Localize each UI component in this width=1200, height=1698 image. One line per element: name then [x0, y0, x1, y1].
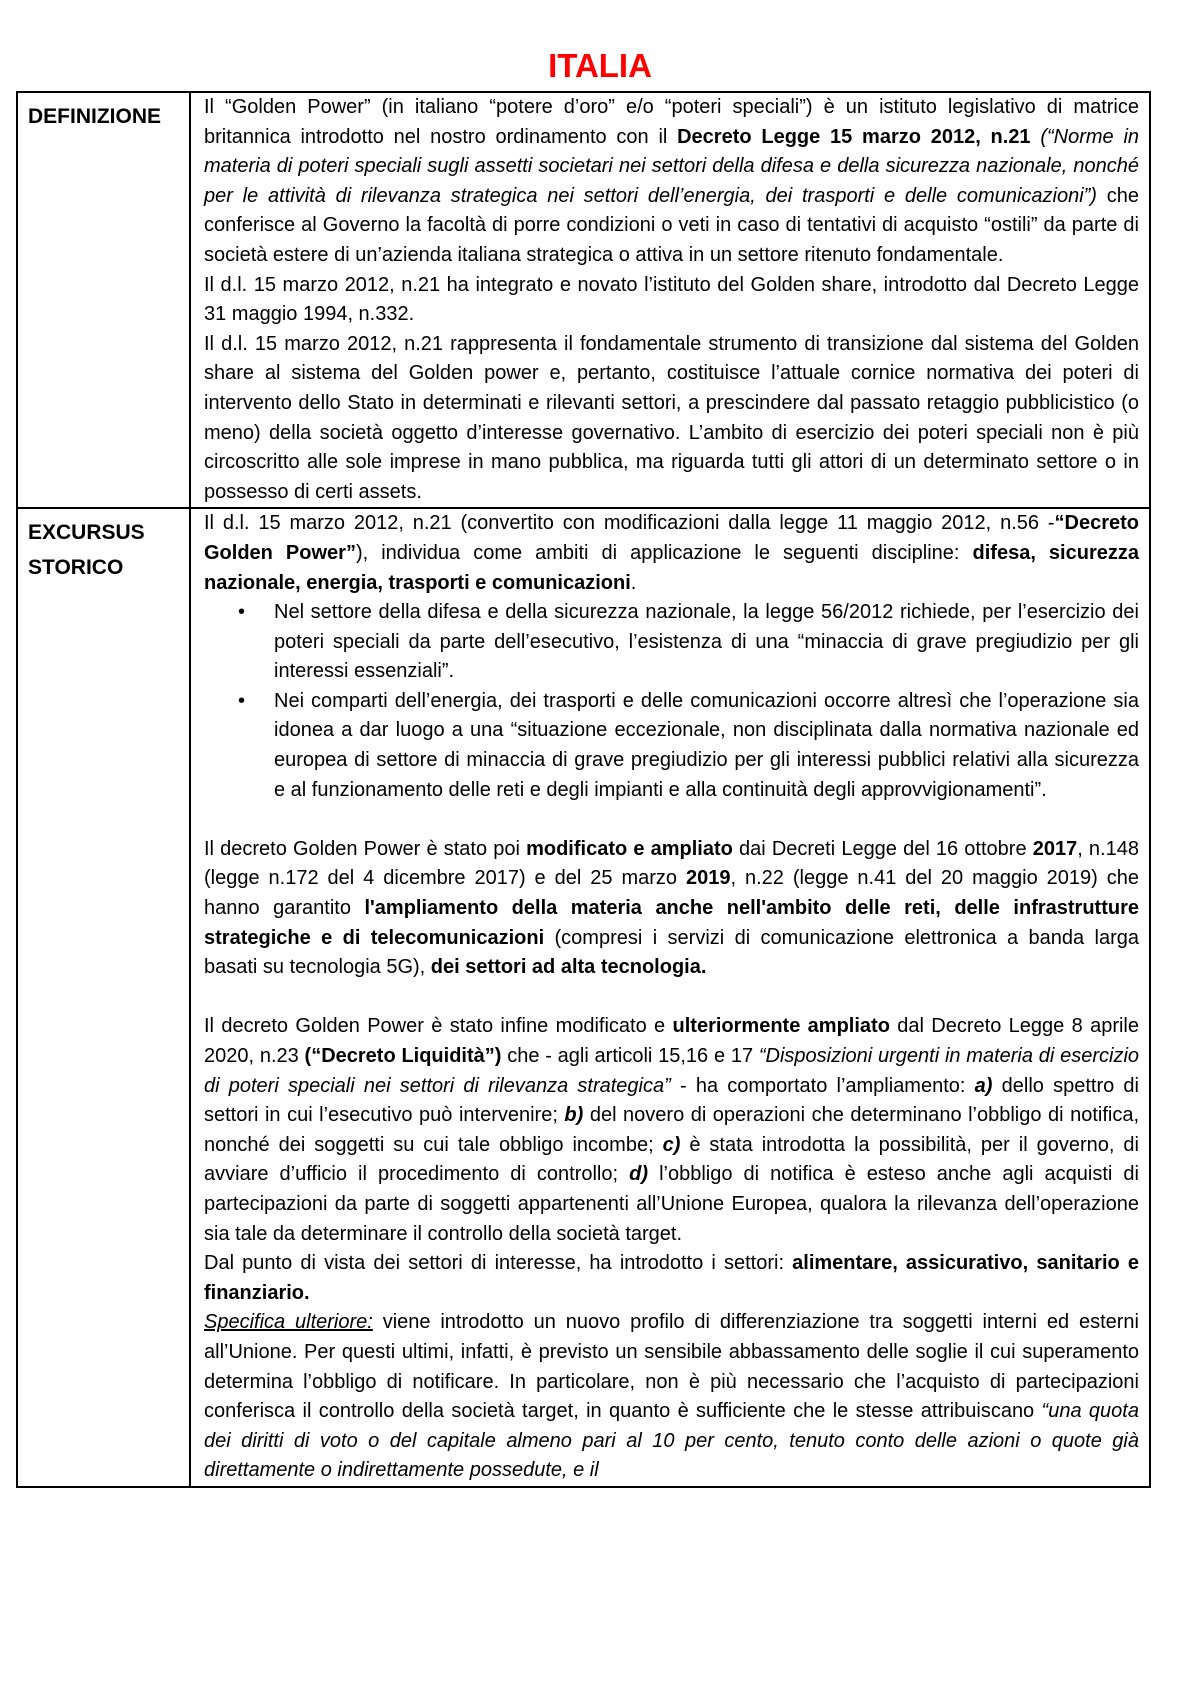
- text-run: , n.22 (legge n.41 del 20 maggio 2019) che hanno garantito: [204, 867, 1140, 920]
- bullet-list: [204, 598, 1139, 805]
- text-run: Il d.l. 15 marzo 2012, n.21 rappresenta il fondamentale strumento di transizione dal sistema del Golden share al sistema del Golden power e, pertanto, costituisce l’attuale cornice normativa dei poteri di intervento dello Stato in determinati e rilevanti settori, a prescindere dal passato retaggio pubblicistico (o meno) della società oggetto d’interesse governativo. L’ambito di esercizio dei poteri speciali non è più circoscritto alle sole imprese in mano pubblica, ma riguarda tutti gli attori di un determinato settore o in possesso di certi assets.: [204, 332, 1139, 503]
- text-run: “Decreto Golden Power”: [204, 512, 1139, 564]
- text-run: [1031, 126, 1041, 148]
- content-table: [16, 91, 1151, 1488]
- paragraph: [204, 330, 1139, 508]
- text-run: dai Decreti Legge del 16 ottobre: [732, 837, 1033, 860]
- row-label-definizione: DEFINIZIONE: [17, 92, 190, 508]
- text-run: (“Decreto Liquidità”): [304, 1045, 502, 1067]
- text-run: .: [630, 571, 637, 594]
- row-body-excursus-storico: [190, 508, 1150, 1487]
- text-run: Specifica ulteriore:: [204, 1311, 373, 1334]
- row-body-definizione: [190, 92, 1150, 508]
- text-run: , n.148 (legge n.172 del 4 dicembre 2017) e del 25 marzo: [204, 837, 1139, 890]
- list-item: [274, 598, 1139, 687]
- text-run: Il decreto Golden Power è stato poi: [204, 837, 527, 860]
- paragraph: [204, 1012, 1139, 1249]
- text-run: d): [629, 1163, 649, 1186]
- text-run: Nei comparti dell’energia, dei trasporti e delle comunicazioni occorre altresì che l’operazione sia idonea a dar luogo a una “situazione eccezionale, non disciplinata dalla normativa nazionale ed europea di settore di minaccia di grave pregiudizio per gli interessi pubblici relativi alla sicurezza e al funzionamento delle reti e degli impianti e alla continuità degli approvvigionamenti”.: [274, 689, 1139, 801]
- table-row: [17, 508, 1150, 1487]
- paragraph: [204, 835, 1139, 983]
- spacer: [204, 983, 1139, 1013]
- paragraph: [204, 1308, 1139, 1486]
- text-run: Dal punto di vista dei settori di interesse, ha introdotto i settori:: [204, 1252, 793, 1275]
- text-run: che - agli articoli 15,16 e 17: [501, 1045, 759, 1067]
- text-run: difesa, sicurezza nazionale, energia, trasporti e comunicazioni: [204, 541, 1139, 594]
- text-run: (compresi i servizi di comunicazione elettronica a banda larga basati su tecnologia 5G),: [204, 926, 1139, 979]
- text-run: dello spettro di settori in cui l’esecutivo può intervenire;: [204, 1074, 1139, 1127]
- text-run: “una quota dei diritti di voto o del capitale almeno pari al 10 per cento, tenuto conto delle azioni o quote già direttamente o indirettamente possedute, e il: [204, 1400, 1139, 1482]
- text-run: dal Decreto Legge 8 aprile 2020, n.23: [204, 1015, 1139, 1067]
- text-run: c): [662, 1133, 681, 1156]
- text-run: modificato e ampliato: [526, 837, 733, 860]
- text-run: 2019: [685, 867, 731, 890]
- text-run: Il d.l. 15 marzo 2012, n.21 ha integrato e novato l’istituto del Golden share, introdotto dal Decreto Legge 31 maggio 1994, n.332.: [204, 273, 1139, 326]
- row-label-excursus-storico: EXCURSUS STORICO: [17, 508, 190, 1487]
- paragraph: [204, 271, 1139, 330]
- text-run: Il “Golden Power” (in italiano “potere d’oro” e/o “poteri speciali”) è un istituto legislativo di matrice britannica introdotto nel nostro ordinamento con il: [204, 96, 1139, 148]
- text-run: b): [564, 1104, 584, 1127]
- list-item: [274, 687, 1139, 805]
- text-run: (“Norme in materia di poteri speciali sugli assetti societari nei settori della difesa e della sicurezza nazionale, nonché per le attività di rilevanza strategica nei settori dell’energia, dei trasporti e delle comunicazioni”): [204, 125, 1140, 207]
- text-run: che conferisce al Governo la facoltà di porre condizioni o veti in caso di tentativi di acquisto “ostili” da parte di società estere di un’azienda italiana strategica o attiva in un settore ritenuto fondamentale.: [204, 184, 1139, 266]
- text-run: Il d.l. 15 marzo 2012, n.21 (convertito con modificazioni dalla legge 11 maggio 2012, n.56 -: [204, 512, 1055, 535]
- text-run: “Disposizioni urgenti in materia di esercizio di poteri speciali nei settori di rilevanza strategica”: [204, 1045, 1140, 1097]
- page-title: ITALIA: [548, 47, 652, 84]
- paragraph: [204, 1249, 1139, 1308]
- text-run: l’obbligo di notifica è esteso anche agli acquisti di partecipazioni da parte di soggetti appartenenti all’Unione Europea, qualora la rilevanza dell’operazione sia tale da determinare il controllo della società target.: [204, 1163, 1139, 1245]
- text-run: 2017: [1032, 837, 1078, 860]
- paragraph: [204, 509, 1139, 598]
- text-run: Nel settore della difesa e della sicurezza nazionale, la legge 56/2012 richiede, per l’esercizio dei poteri speciali da parte dell’esecutivo, l’esistenza di una “minaccia di grave pregiudizio per gli interessi essenziali”.: [274, 601, 1139, 683]
- text-run: del novero di operazioni che determinano l’obbligo di notifica, nonché dei soggetti su cui tale obbligo incombe;: [204, 1104, 1140, 1156]
- text-run: l'ampliamento della materia anche nell'ambito delle reti, delle infrastrutture strategiche e di telecomunicazioni: [204, 897, 1139, 949]
- text-run: Il decreto Golden Power è stato infine modificato e: [204, 1015, 673, 1038]
- paragraph: [204, 93, 1139, 271]
- text-run: ), individua come ambiti di applicazione le seguenti discipline:: [355, 541, 973, 564]
- spacer: [204, 805, 1139, 835]
- text-run: a): [974, 1074, 993, 1097]
- text-run: alimentare, assicurativo, sanitario e finanziario.: [204, 1252, 1139, 1304]
- table-row: [17, 92, 1150, 508]
- text-run: viene introdotto un nuovo profilo di differenziazione tra soggetti interni ed esterni all’Unione. Per questi ultimi, infatti, è previsto un sensibile abbassamento delle soglie il cui superamento determina l’obbligo di notificare. In particolare, non è più necessario che l’acquisto di partecipazioni conferisca il controllo della società target, in quanto è sufficiente che le stesse attribuiscano: [204, 1311, 1139, 1423]
- text-run: ulteriormente ampliato: [672, 1015, 890, 1038]
- text-run: - ha comportato l’ampliamento:: [670, 1074, 975, 1097]
- text-run: è stata introdotta la possibilità, per il governo, di avviare d’ufficio il procedimento di controllo;: [204, 1133, 1139, 1186]
- text-run: Decreto Legge 15 marzo 2012, n.21: [677, 125, 1031, 148]
- text-run: dei settori ad alta tecnologia.: [430, 956, 707, 979]
